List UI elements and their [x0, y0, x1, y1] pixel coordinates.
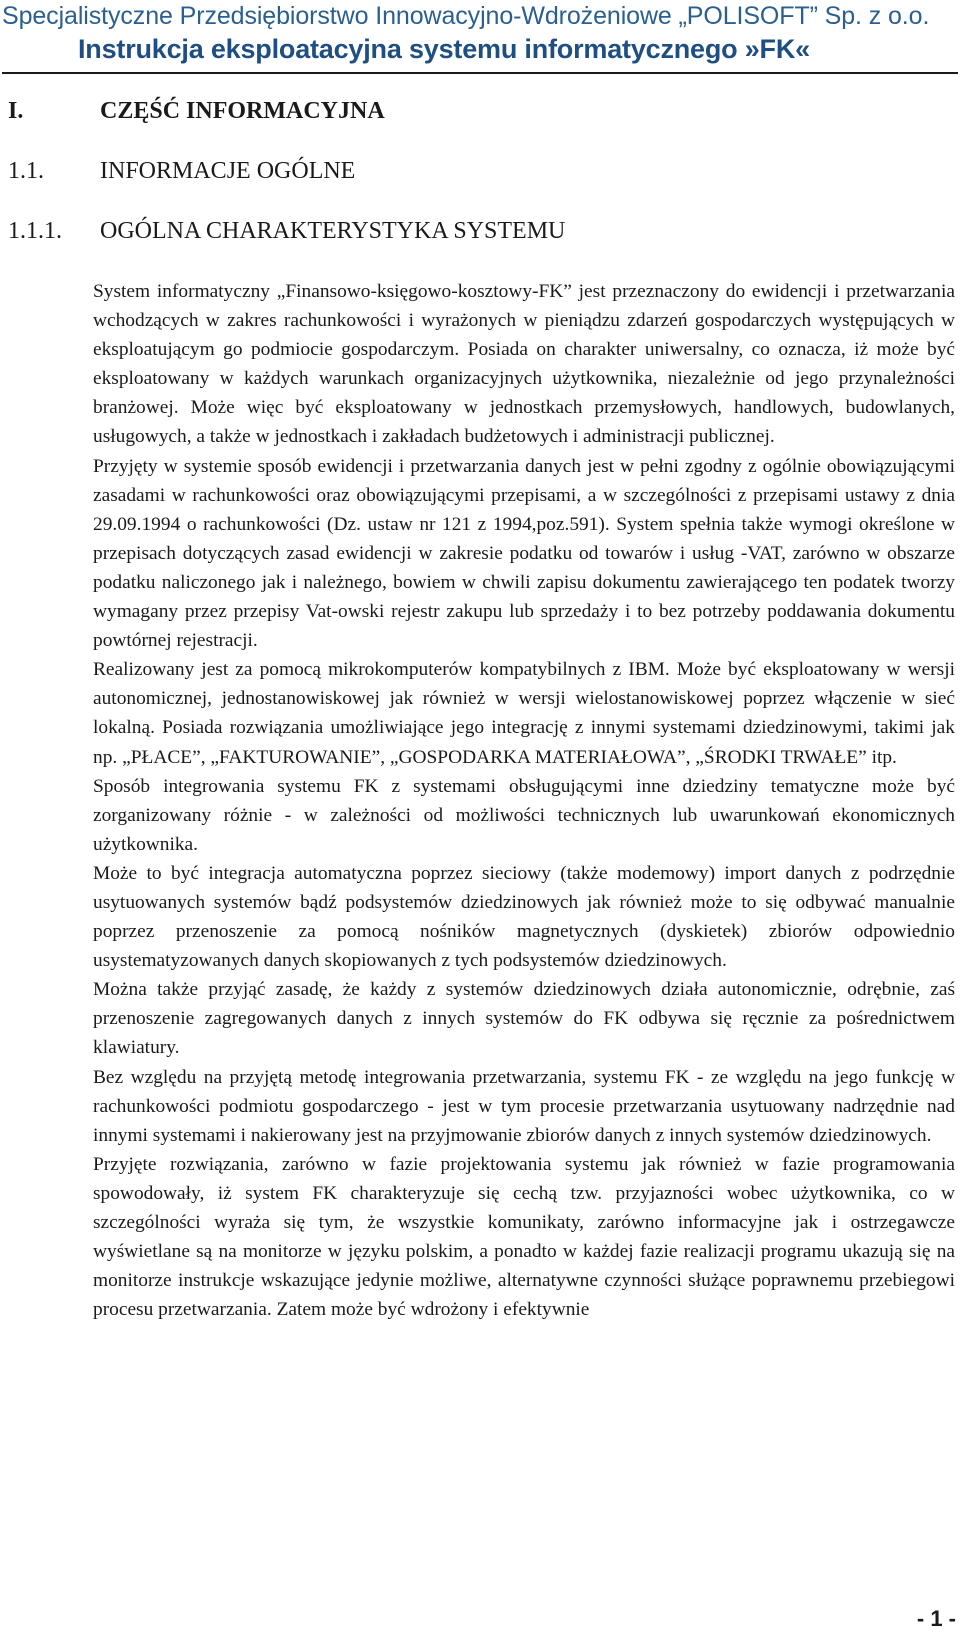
paragraph: Może to być integracja automatyczna poprzez sieciowy (także modemowy) import danych z podrzędnie usytuowanych systemów bądź podsystemów dziedzinowych jak również może to się odbywać manualnie poprzez przenoszenie za pomocą nośników magnetycznych (dyskietek) zbiorów odpowiednio usystematyzowanych danych skopiowanych z tych podsystemów dziedzinowych. [93, 862, 955, 972]
subchapter-number: 1.1.1. [8, 218, 62, 244]
company-name: Specjalistyczne Przedsiębiorstwo Innowacyjno-Wdrożeniowe „POLISOFT” Sp. z o.o. [2, 2, 930, 30]
document-title: Instrukcja eksploatacyjna systemu informatycznego »FK« [78, 34, 810, 64]
paragraph: Przyjęty w systemie sposób ewidencji i przetwarzania danych jest w pełni zgodny z ogólnie obowiązującymi zasadami w rachunkowości oraz obowiązującymi przepisami, a w szczególności z przepisami ustawy z dnia 29.09.1994 o rachunkowości (Dz. ustaw nr 121 z 1994,poz.591). System spełnia także wymogi określone w przepisach dotyczących zasad ewidencji w zakresie podatku od towarów i usług -VAT, zarówno w obszarze podatku naliczonego jak i należnego, bowiem w chwili zapisu dokumentu zawierającego ten podatek tworzy wymagany przez przepisy Vat-owski rejestr zakupu lub sprzedaży i to bez potrzeby poddawania dokumentu powtórnej rejestracji. [93, 455, 955, 652]
paragraph: Przyjęte rozwiązania, zarówno w fazie projektowania systemu jak również w fazie programowania spowodowały, iż system FK charakteryzuje się cechą tzw. przyjazności wobec użytkownika, co w szczególności wyraża się tym, że wszystkie komunikaty, zarówno informacyjne jak i ostrzegawcze wyświetlane są na monitorze w języku polskim, a ponadto w każdej fazie realizacji programu ukazują się na monitorze instrukcje wskazujące jedynie możliwe, alternatywne czynności służące poprawnemu przebiegowi procesu przetwarzania. Zatem może być wdrożony i efektywnie [93, 1153, 955, 1321]
body-text [93, 277, 955, 1324]
part-title: CZĘŚĆ INFORMACYJNA [100, 98, 385, 124]
paragraph: Sposób integrowania systemu FK z systemami obsługującymi inne dziedziny tematyczne może być zorganizowany różnie - w zależności od możliwości technicznych lub uwarunkowań ekonomicznych użytkownika. [93, 775, 955, 855]
paragraph: Realizowany jest za pomocą mikrokomputerów kompatybilnych z IBM. Może być eksploatowany w wersji autonomicznej, jednostanowiskowej jak również w wersji wielostanowiskowej poprzez włączenie w sieć lokalną. Posiada rozwiązania umożliwiające jego integrację z innymi systemami dziedzinowymi, takimi jak np. „PŁACE”, „FAKTUROWANIE”, „GOSPODARKA MATERIAŁOWA”, „ŚRODKI TRWAŁE” itp. [93, 659, 955, 768]
page-number: - 1 - [916, 1606, 956, 1631]
part-number: I. [8, 98, 24, 124]
chapter-number: 1.1. [8, 158, 44, 184]
chapter-title: INFORMACJE OGÓLNE [100, 158, 356, 184]
paragraph: Można także przyjąć zasadę, że każdy z systemów dziedzinowych działa autonomicznie, odrębnie, zaś przenoszenie zagregowanych danych z innych systemów do FK odbywa się ręcznie za pośrednictwem klawiatury. [93, 979, 955, 1059]
subchapter-title: OGÓLNA CHARAKTERYSTYKA SYSTEMU [100, 218, 566, 244]
header-divider [2, 72, 958, 74]
paragraph: Bez względu na przyjętą metodę integrowania przetwarzania, systemu FK - ze względu na jego funkcję w rachunkowości podmiotu gospodarczego - jest w tym procesie przetwarzania usytuowany nadrzędnie nad innymi systemami i nakierowany jest na przyjmowanie zbiorów danych z innych systemów dziedzinowych. [93, 1066, 955, 1146]
paragraph: System informatyczny „Finansowo-księgowo-kosztowy-FK” jest przeznaczony do ewidencji i przetwarzania wchodzących w zakres rachunkowości i wyrażonych w pieniądzu zdarzeń gospodarczych występujących w eksploatującym go podmiocie gospodarczym. Posiada on charakter uniwersalny, co oznacza, iż może być eksploatowany w każdych warunkach organizacyjnych użytkownika, niezależnie od jego przynależności branżowej. Może więc być eksploatowany w jednostkach przemysłowych, handlowych, budowlanych, usługowych, a także w jednostkach i zakładach budżetowych i administracji publicznej. [93, 281, 955, 448]
